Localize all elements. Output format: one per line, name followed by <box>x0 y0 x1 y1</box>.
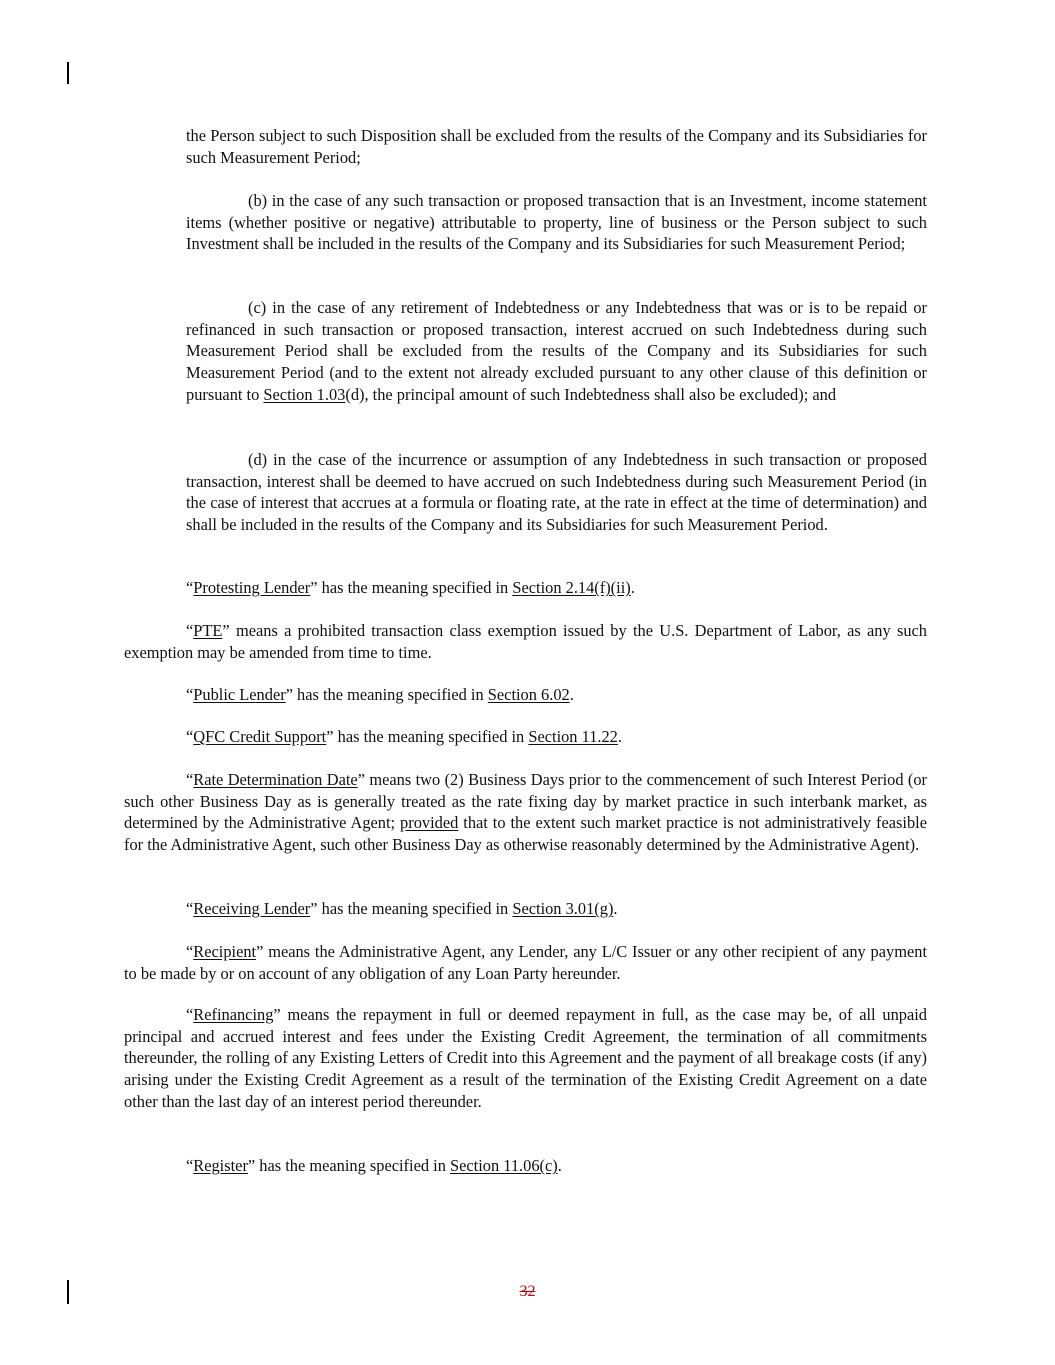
defined-term: Receiving Lender <box>193 899 311 918</box>
defined-term: Rate Determination Date <box>193 770 358 789</box>
section-ref-link[interactable]: Section 11.22 <box>528 727 618 746</box>
definition-refinancing: “Refinancing” means the repayment in full or deemed repayment in full, as the case may be, of all unpaid principal and accrued interest and fees under the Existing Credit Agreement, the termination of all commitments thereunder, the rolling of any Existing Letters of Credit into this Agreement and the payment of all breakage costs (if any) arising under the Existing Credit Agreement as a result of the termination of the Existing Credit Agreement on a date other than the last day of an interest period thereunder. <box>124 1005 927 1111</box>
defined-term: Recipient <box>193 942 257 961</box>
section-ref-link[interactable]: Section 2.14(f)(ii) <box>512 578 631 597</box>
defined-term: Register <box>193 1156 248 1175</box>
definition-recipient: “Recipient” means the Administrative Agent, any Lender, any L/C Issuer or any other recipient of any payment to be made by or on account of any obligation of any Loan Party hereunder. <box>124 942 927 983</box>
change-bar-top <box>67 62 69 84</box>
page-number: 32 <box>519 1283 536 1300</box>
definition-receiving-lender: “Receiving Lender” has the meaning specified in Section 3.01(g). <box>186 899 618 918</box>
section-ref-link[interactable]: Section 1.03 <box>263 384 346 404</box>
provided-term: provided <box>400 813 459 833</box>
clause-c: (c) in the case of any retirement of Indebtedness or any Indebtedness that was or is to be repaid or refinanced in such transaction or proposed transaction, interest accrued on such Indebtedness during such Measurement Period shall be excluded from the results of the Company and its Subsidiaries for such Measurement Period (and to the extent not already excluded pursuant to any other clause of this definition or pursuant to Section 1.03(d), the principal amount of such Indebtedness shall also be excluded); and <box>186 298 927 404</box>
definition-protesting-lender: “Protesting Lender” has the meaning specified in Section 2.14(f)(ii). <box>186 578 635 597</box>
defined-term: PTE <box>193 621 223 640</box>
section-ref-link[interactable]: Section 6.02 <box>487 685 570 704</box>
definition-qfc-credit-support: “QFC Credit Support” has the meaning specified in Section 11.22. <box>186 727 622 746</box>
section-ref-link[interactable]: Section 11.06(c) <box>450 1156 558 1175</box>
definition-public-lender: “Public Lender” has the meaning specified in Section 6.02. <box>186 685 574 704</box>
section-ref-link[interactable]: Section 3.01(g) <box>512 899 614 918</box>
defined-term: Protesting Lender <box>193 578 311 597</box>
clause-d: (d) in the case of the incurrence or assumption of any Indebtedness in such transaction or proposed transaction, interest shall be deemed to have accrued on such Indebtedness during such Measurement Period (in the case of interest that accrues at a formula or floating rate, at the rate in effect at the time of determination) and shall be included in the results of the Company and its Subsidiaries for such Measurement Period. <box>186 450 927 535</box>
defined-term: QFC Credit Support <box>193 727 327 746</box>
definition-pte: “PTE” means a prohibited transaction class exemption issued by the U.S. Department of Labor, as any such exemption may be amended from time to time. <box>124 621 927 662</box>
defined-term: Refinancing <box>193 1005 274 1024</box>
clause-continuation: the Person subject to such Disposition shall be excluded from the results of the Company and its Subsidiaries for such Measurement Period; <box>186 126 927 167</box>
definition-rate-determination-date: “Rate Determination Date” means two (2) Business Days prior to the commencement of such Interest Period (or such other Business Day as is generally treated as the rate fixing day by market practice in such interbank market, as determined by the Administrative Agent; provided that to the extent such market practice is not administratively feasible for the Administrative Agent, such other Business Day as otherwise reasonably determined by the Administrative Agent). <box>124 770 928 855</box>
definition-register: “Register” has the meaning specified in Section 11.06(c). <box>186 1156 562 1175</box>
clause-b: (b) in the case of any such transaction or proposed transaction that is an Investment, income statement items (whether positive or negative) attributable to property, line of business or the Person subject to such Investment shall be included in the results of the Company and its Subsidiaries for such Measurement Period; <box>186 191 927 254</box>
defined-term: Public Lender <box>193 685 286 704</box>
